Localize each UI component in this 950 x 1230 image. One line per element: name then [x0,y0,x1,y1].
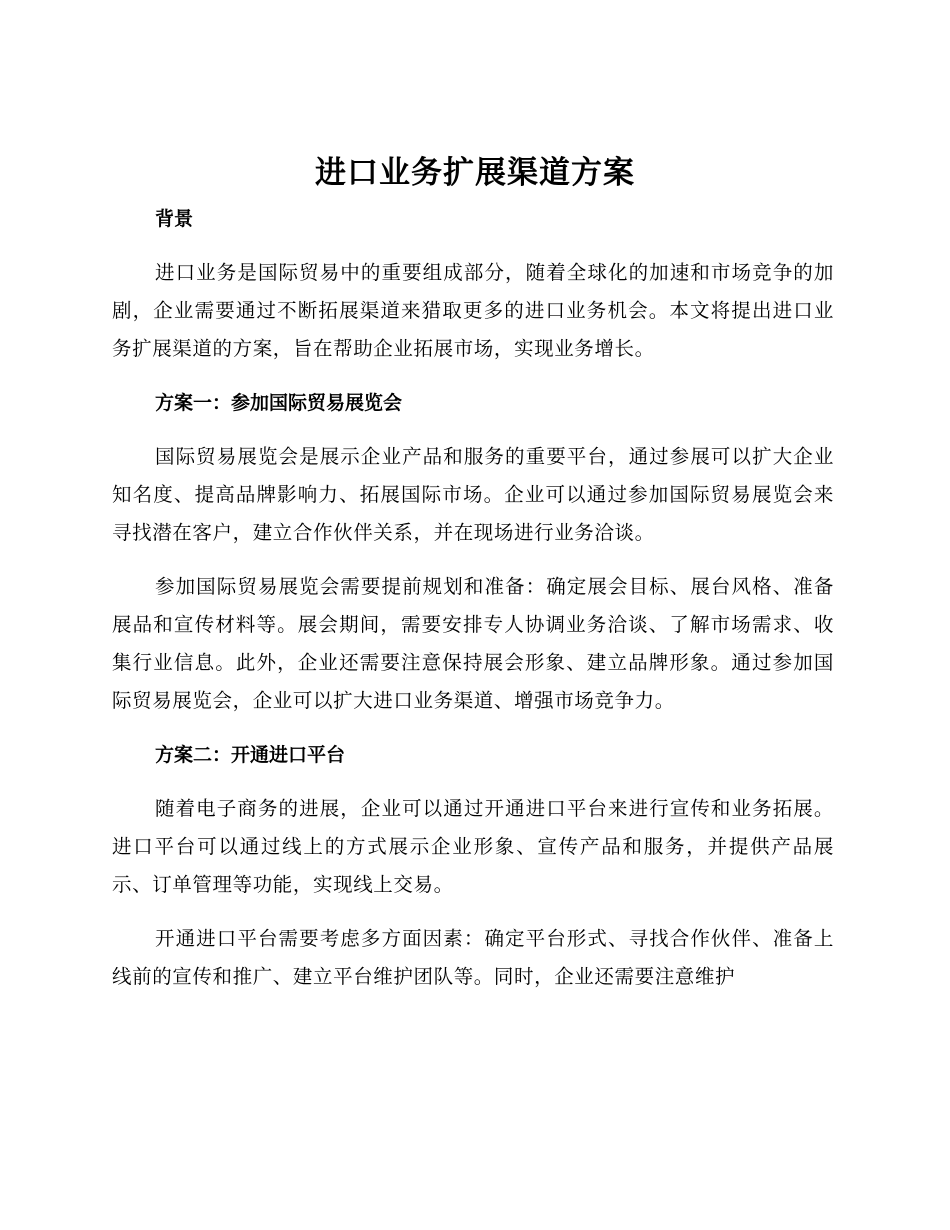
plan-two-paragraph-1: 随着电子商务的进展，企业可以通过开通进口平台来进行宣传和业务拓展。进口平台可以通过线上的方式展示企业形象、宣传产品和服务，并提供产品展示、订单管理等功能，实现线上交易。 [112,797,834,896]
plan-one-paragraph-1: 国际贸易展览会是展示企业产品和服务的重要平台，通过参展可以扩大企业知名度、提高品牌影响力、拓展国际市场。企业可以通过参加国际贸易展览会来寻找潜在客户，建立合作伙伴关系，并在现场进行业务洽谈。 [112,445,834,544]
document-body [112,200,834,996]
background-paragraph: 进口业务是国际贸易中的重要组成部分，随着全球化的加速和市场竞争的加剧，企业需要通过不断拓展渠道来猎取更多的进口业务机会。本文将提出进口业务扩展渠道的方案，旨在帮助企业拓展市场，实现业务增长。 [112,261,834,360]
section-heading-background: 背景 [155,208,194,230]
section-heading-plan-one: 方案一：参加国际贸易展览会 [155,392,403,414]
plan-two-paragraph-2: 开通进口平台需要考虑多方面因素：确定平台形式、寻找合作伙伴、准备上线前的宣传和推广、建立平台维护团队等。同时，企业还需要注意维护 [112,927,834,988]
document-title: 进口业务扩展渠道方案 [315,155,635,191]
section-heading-plan-two: 方案二：开通进口平台 [155,744,346,766]
plan-one-paragraph-2: 参加国际贸易展览会需要提前规划和准备：确定展会目标、展台风格、准备展品和宣传材料等。展会期间，需要安排专人协调业务洽谈、了解市场需求、收集行业信息。此外，企业还需要注意保持展会形象、建立品牌形象。通过参加国际贸易展览会，企业可以扩大进口业务渠道、增强市场竞争力。 [112,575,834,712]
